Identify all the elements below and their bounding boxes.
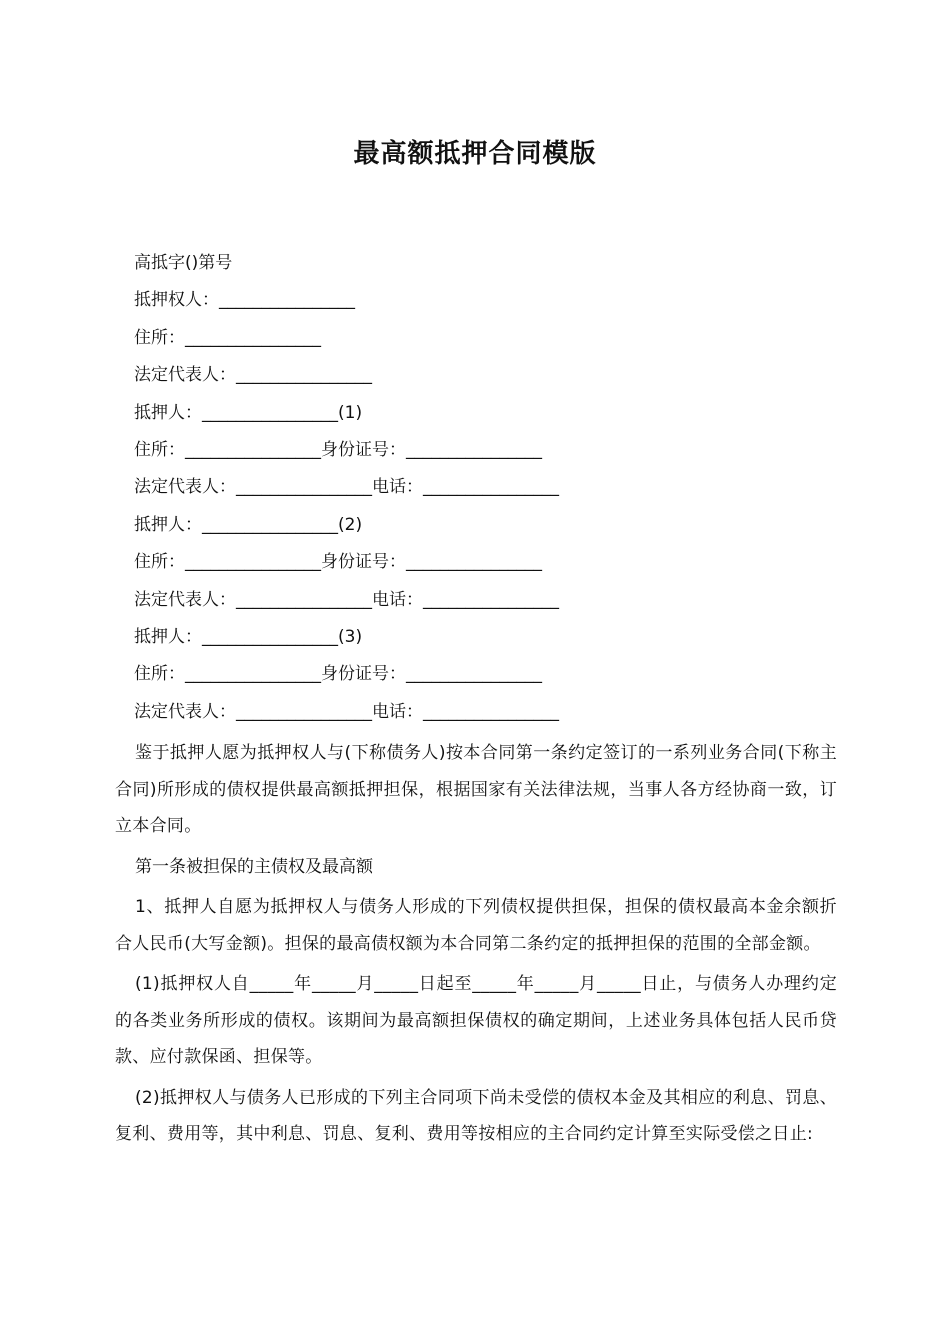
mortgagor-2-representative-phone-line: 法定代表人：________________电话：________________ xyxy=(134,589,559,610)
clause-1-item-2-paragraph: (2)抵押权人与债务人已形成的下列主合同项下尚未受偿的债权本金及其相应的利息、罚息、复利、费用等，其中利息、罚息、复利、费用等按相应的主合同约定计算至实际受偿之日止: xyxy=(115,1087,837,1144)
clause-1-item-1-paragraph: (1)抵押权人自_____年_____月_____日起至_____年_____月_____日止，与债务人办理约定的各类业务所形成的债权。该期间为最高额担保债权的确定期间，上述业务具体包括人民币贷款、应付款保函、担保等。 xyxy=(115,974,837,1067)
contract-body xyxy=(115,735,837,1157)
article-1-heading: 第一条被担保的主债权及最高额 xyxy=(135,856,373,877)
document-title: 最高额抵押合同模版 xyxy=(353,139,597,169)
mortgagor-3-line: 抵押人：________________(3) xyxy=(134,626,363,647)
mortgagor-3-address-id-line: 住所：________________身份证号：________________ xyxy=(134,664,542,685)
party-info-block xyxy=(134,250,834,736)
mortgagor-1-representative-phone-line: 法定代表人：________________电话：________________ xyxy=(134,477,559,498)
mortgagee-address-line: 住所：________________ xyxy=(134,327,321,348)
mortgagor-1-line: 抵押人：________________(1) xyxy=(134,402,363,423)
mortgagee-representative-line: 法定代表人：________________ xyxy=(134,365,372,386)
mortgagor-1-address-id-line: 住所：________________身份证号：________________ xyxy=(134,439,542,460)
mortgagee-line: 抵押权人：________________ xyxy=(134,290,355,311)
preamble-paragraph: 鉴于抵押人愿为抵押权人与(下称债务人)按本合同第一条约定签订的一系列业务合同(下称主合同)所形成的债权提供最高额抵押担保，根据国家有关法律法规，当事人各方经协商一致，订立本合同。 xyxy=(115,743,837,836)
contract-number-line: 高抵字()第号 xyxy=(134,253,233,273)
clause-1-paragraph: 1、抵押人自愿为抵押权人与债务人形成的下列债权提供担保，担保的债权最高本金余额折合人民币(大写金额)。担保的最高债权额为本合同第二条约定的抵押担保的范围的全部金额。 xyxy=(115,897,837,954)
mortgagor-3-representative-phone-line: 法定代表人：________________电话：________________ xyxy=(134,701,559,722)
mortgagor-2-line: 抵押人：________________(2) xyxy=(134,514,363,535)
mortgagor-2-address-id-line: 住所：________________身份证号：________________ xyxy=(134,552,542,573)
